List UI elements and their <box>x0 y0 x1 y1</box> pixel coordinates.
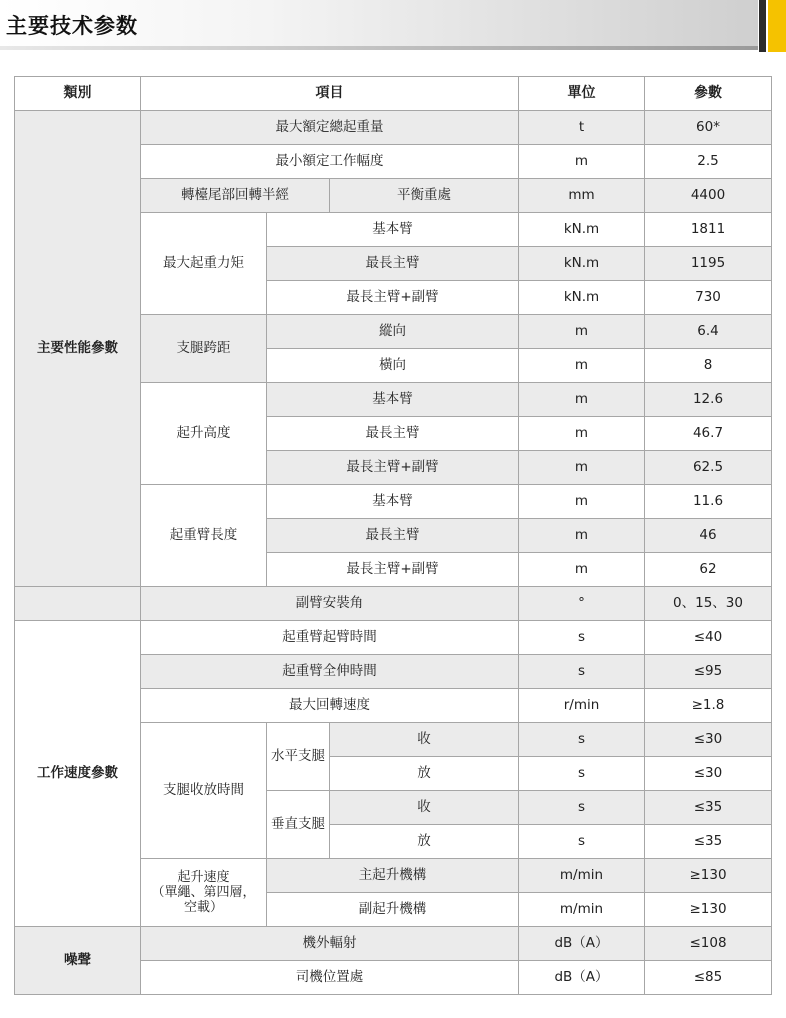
table-row <box>15 927 772 961</box>
header-accent-yellow <box>768 0 786 52</box>
category-noise: 噪聲 <box>15 927 141 995</box>
group-cell <box>141 859 267 927</box>
unit-cell: m/min <box>519 893 645 927</box>
spec-table <box>14 76 772 995</box>
unit-cell: s <box>519 825 645 859</box>
header-category: 類別 <box>15 77 141 111</box>
item-cell: 最小額定工作幅度 <box>141 145 519 179</box>
unit-cell: s <box>519 621 645 655</box>
item-cell: 最長主臂+副臂 <box>267 553 519 587</box>
value-cell: 1195 <box>645 247 772 281</box>
section-header <box>0 0 786 52</box>
value-cell: 60* <box>645 111 772 145</box>
unit-cell: s <box>519 723 645 757</box>
page-title: 主要技术参数 <box>6 14 138 38</box>
unit-cell: m <box>519 451 645 485</box>
header-accent-dark <box>759 0 766 52</box>
value-cell: ≥130 <box>645 859 772 893</box>
subgroup-cell: 垂直支腿 <box>267 791 330 859</box>
value-cell: 62.5 <box>645 451 772 485</box>
item-cell: 最長主臂+副臂 <box>267 281 519 315</box>
item-cell: 放 <box>330 825 519 859</box>
value-cell: 4400 <box>645 179 772 213</box>
unit-cell: m <box>519 417 645 451</box>
category-performance: 主要性能參數 <box>15 111 141 587</box>
unit-cell: dB（A） <box>519 927 645 961</box>
value-cell: 8 <box>645 349 772 383</box>
value-cell: ≤95 <box>645 655 772 689</box>
item-cell: 最長主臂 <box>267 417 519 451</box>
value-cell: 6.4 <box>645 315 772 349</box>
unit-cell: kN.m <box>519 247 645 281</box>
item-cell: 收 <box>330 723 519 757</box>
item-cell: 橫向 <box>267 349 519 383</box>
value-cell: ≥1.8 <box>645 689 772 723</box>
group-cell: 最大起重力矩 <box>141 213 267 315</box>
category-speed: 工作速度參數 <box>15 621 141 927</box>
unit-cell: t <box>519 111 645 145</box>
subgroup-cell: 水平支腿 <box>267 723 330 791</box>
value-cell: 1811 <box>645 213 772 247</box>
category-empty <box>15 587 141 621</box>
unit-cell: mm <box>519 179 645 213</box>
unit-cell: dB（A） <box>519 961 645 995</box>
hoist-speed-line1: 起升速度 <box>177 870 230 885</box>
table-row <box>15 587 772 621</box>
unit-cell: r/min <box>519 689 645 723</box>
unit-cell: ° <box>519 587 645 621</box>
item-cell: 機外輻射 <box>141 927 519 961</box>
unit-cell: m <box>519 519 645 553</box>
value-cell: 46.7 <box>645 417 772 451</box>
item-cell: 縱向 <box>267 315 519 349</box>
unit-cell: m <box>519 315 645 349</box>
group-cell: 支腿跨距 <box>141 315 267 383</box>
unit-cell: kN.m <box>519 213 645 247</box>
unit-cell: m <box>519 553 645 587</box>
value-cell: ≤108 <box>645 927 772 961</box>
header-shadow <box>0 46 758 50</box>
hoist-speed-line2: （單繩、第四層， <box>151 885 256 900</box>
item-cell: 最長主臂 <box>267 519 519 553</box>
value-cell: 730 <box>645 281 772 315</box>
value-cell: 46 <box>645 519 772 553</box>
item-cell: 基本臂 <box>267 383 519 417</box>
item-cell: 基本臂 <box>267 485 519 519</box>
unit-cell: m/min <box>519 859 645 893</box>
table-row <box>15 621 772 655</box>
value-cell: 2.5 <box>645 145 772 179</box>
item-cell: 主起升機構 <box>267 859 519 893</box>
item-cell: 最長主臂+副臂 <box>267 451 519 485</box>
item-cell: 副起升機構 <box>267 893 519 927</box>
value-cell: 0、15、30 <box>645 587 772 621</box>
unit-cell: s <box>519 655 645 689</box>
unit-cell: m <box>519 145 645 179</box>
item-cell: 最大回轉速度 <box>141 689 519 723</box>
hoist-speed-line3: 空載） <box>183 900 223 915</box>
group-cell: 起重臂長度 <box>141 485 267 587</box>
value-cell: 12.6 <box>645 383 772 417</box>
unit-cell: kN.m <box>519 281 645 315</box>
value-cell: ≤85 <box>645 961 772 995</box>
item-cell: 起重臂全伸時間 <box>141 655 519 689</box>
value-cell: 62 <box>645 553 772 587</box>
item-cell: 最大額定總起重量 <box>141 111 519 145</box>
value-cell: ≥130 <box>645 893 772 927</box>
header-param: 參數 <box>645 77 772 111</box>
value-cell: ≤30 <box>645 757 772 791</box>
table-header-row <box>15 77 772 111</box>
header-item: 項目 <box>141 77 519 111</box>
value-cell: ≤30 <box>645 723 772 757</box>
item-cell: 收 <box>330 791 519 825</box>
unit-cell: m <box>519 383 645 417</box>
unit-cell: s <box>519 791 645 825</box>
group-cell: 支腿收放時間 <box>141 723 267 859</box>
item-cell: 起重臂起臂時間 <box>141 621 519 655</box>
value-cell: ≤40 <box>645 621 772 655</box>
item-cell: 最長主臂 <box>267 247 519 281</box>
item-cell: 轉檯尾部回轉半經 <box>141 179 330 213</box>
unit-cell: m <box>519 485 645 519</box>
unit-cell: s <box>519 757 645 791</box>
value-cell: ≤35 <box>645 791 772 825</box>
unit-cell: m <box>519 349 645 383</box>
group-cell: 起升高度 <box>141 383 267 485</box>
header-unit: 單位 <box>519 77 645 111</box>
table-row <box>15 111 772 145</box>
item-cell: 副臂安裝角 <box>141 587 519 621</box>
value-cell: 11.6 <box>645 485 772 519</box>
subitem-cell: 平衡重處 <box>330 179 519 213</box>
item-cell: 基本臂 <box>267 213 519 247</box>
value-cell: ≤35 <box>645 825 772 859</box>
item-cell: 放 <box>330 757 519 791</box>
item-cell: 司機位置處 <box>141 961 519 995</box>
